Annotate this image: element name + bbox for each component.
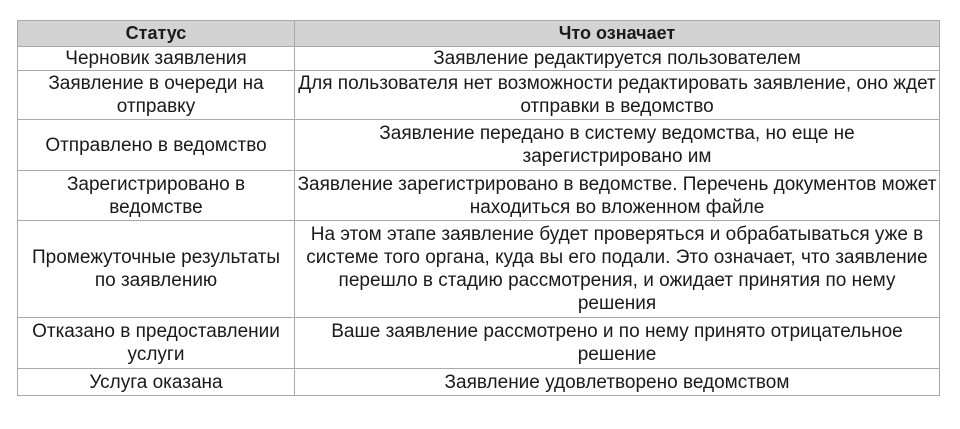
table-row: [18, 47, 940, 71]
meaning-cell: Заявление удовлетворено ведомством: [295, 369, 940, 396]
table-header-row: [18, 21, 940, 47]
status-cell: Отказано в предоставлении услуги: [18, 318, 295, 369]
status-cell: Промежуточные результаты по заявлению: [18, 221, 295, 318]
table-row: [18, 221, 940, 318]
status-cell: Отправлено в ведомство: [18, 120, 295, 171]
status-cell: Услуга оказана: [18, 369, 295, 396]
column-header-status: Статус: [18, 21, 295, 47]
meaning-cell: Заявление передано в систему ведомства, но еще не зарегистрировано им: [295, 120, 940, 171]
table-row: [18, 120, 940, 171]
column-header-meaning: Что означает: [295, 21, 940, 47]
status-cell: Заявление в очереди на отправку: [18, 71, 295, 120]
meaning-cell: Заявление редактируется пользователем: [295, 47, 940, 71]
meaning-cell: Ваше заявление рассмотрено и по нему принято отрицательное решение: [295, 318, 940, 369]
table-row: [18, 171, 940, 221]
meaning-cell: Для пользователя нет возможности редактировать заявление, оно ждет отправки в ведомство: [295, 71, 940, 120]
table-row: [18, 71, 940, 120]
status-cell: Черновик заявления: [18, 47, 295, 71]
table-row: [18, 369, 940, 396]
table-row: [18, 318, 940, 369]
meaning-cell: На этом этапе заявление будет проверяться и обрабатываться уже в системе того органа, куда вы его подали. Это означает, что заявление перешло в стадию рассмотрения, и ожидает принятия по нему решения: [295, 221, 940, 318]
status-table-container: [17, 20, 939, 396]
meaning-cell: Заявление зарегистрировано в ведомстве. Перечень документов может находиться во вложенном файле: [295, 171, 940, 221]
status-cell: Зарегистрировано в ведомстве: [18, 171, 295, 221]
status-table: [17, 20, 940, 396]
